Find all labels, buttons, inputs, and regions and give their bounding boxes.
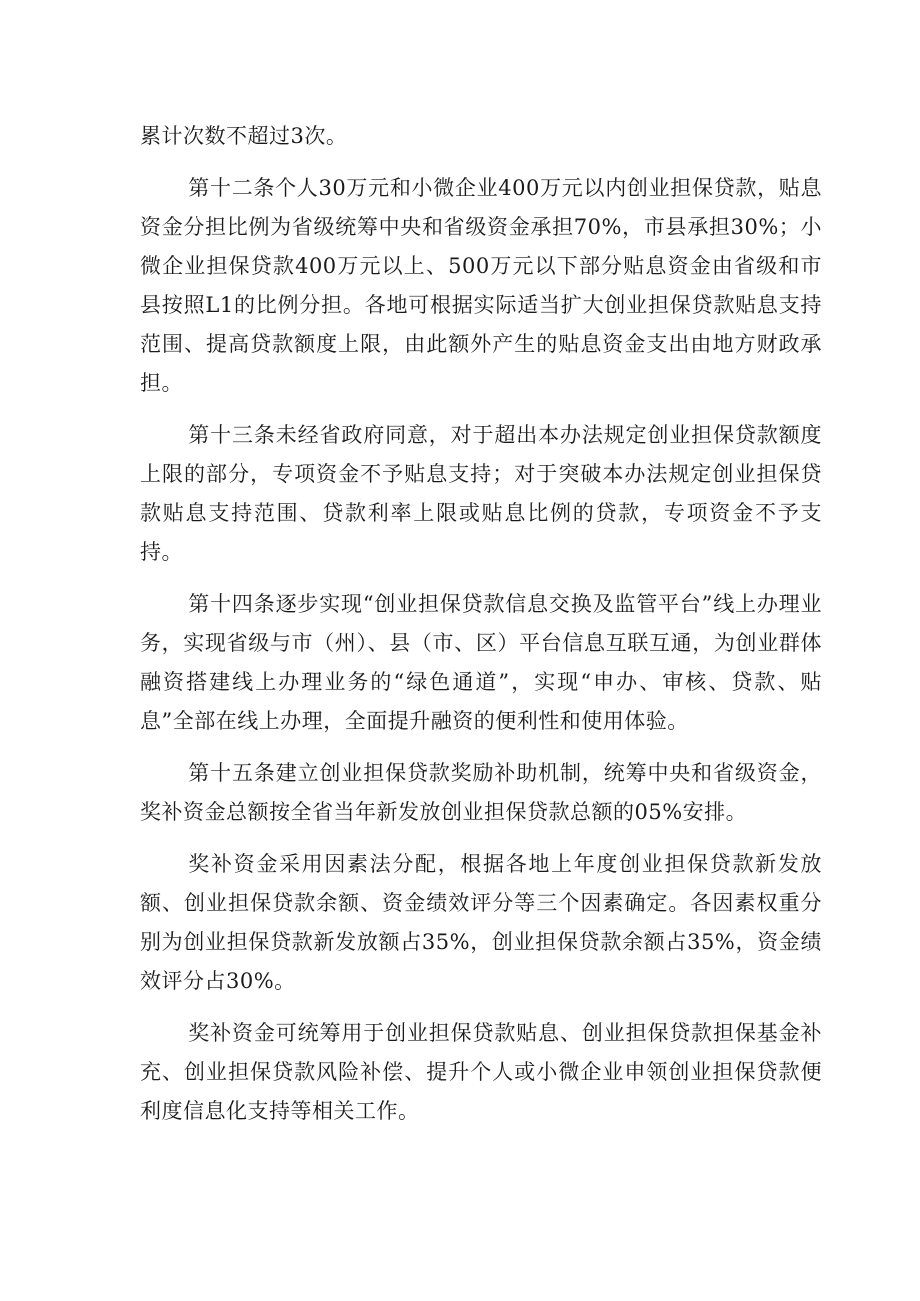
- paragraph-article-14: 第十四条逐步实现“创业担保贷款信息交换及监管平台”线上办理业务，实现省级与市（州）、县（市、区）平台信息互联互通，为创业群体融资搭建线上办理业务的“绿色通道”，实现“申办、审核、贷款、贴息”全部在线上办理，全面提升融资的便利性和使用体验。: [140, 592, 822, 733]
- paragraph-fund-usage: 奖补资金可统筹用于创业担保贷款贴息、创业担保贷款担保基金补充、创业担保贷款风险补偿、提升个人或小微企业申领创业担保贷款便利度信息化支持等相关工作。: [140, 1021, 822, 1123]
- document-body: [140, 117, 822, 1144]
- paragraph-article-15: 第十五条建立创业担保贷款奖励补助机制，统筹中央和省级资金，奖补资金总额按全省当年新发放创业担保贷款总额的05%安排。: [140, 761, 822, 824]
- paragraph-allocation-factors: 奖补资金采用因素法分配，根据各地上年度创业担保贷款新发放额、创业担保贷款余额、资金绩效评分等三个因素确定。各因素权重分别为创业担保贷款新发放额占35%，创业担保贷款余额占35%，资金绩效评分占30%。: [140, 852, 822, 993]
- paragraph-continuation: 累计次数不超过3次。: [140, 124, 348, 148]
- paragraph-article-13: 第十三条未经省政府同意，对于超出本办法规定创业担保贷款额度上限的部分，专项资金不予贴息支持；对于突破本办法规定创业担保贷款贴息支持范围、贷款利率上限或贴息比例的贷款，专项资金不予支持。: [140, 423, 822, 564]
- paragraph-article-12: 第十二条个人30万元和小微企业400万元以内创业担保贷款，贴息资金分担比例为省级统筹中央和省级资金承担70%，市县承担30%；小微企业担保贷款400万元以上、500万元以下部分贴息资金由省级和市县按照L1的比例分担。各地可根据实际适当扩大创业担保贷款贴息支持范围、提高贷款额度上限，由此额外产生的贴息资金支出由地方财政承担。: [140, 176, 822, 395]
